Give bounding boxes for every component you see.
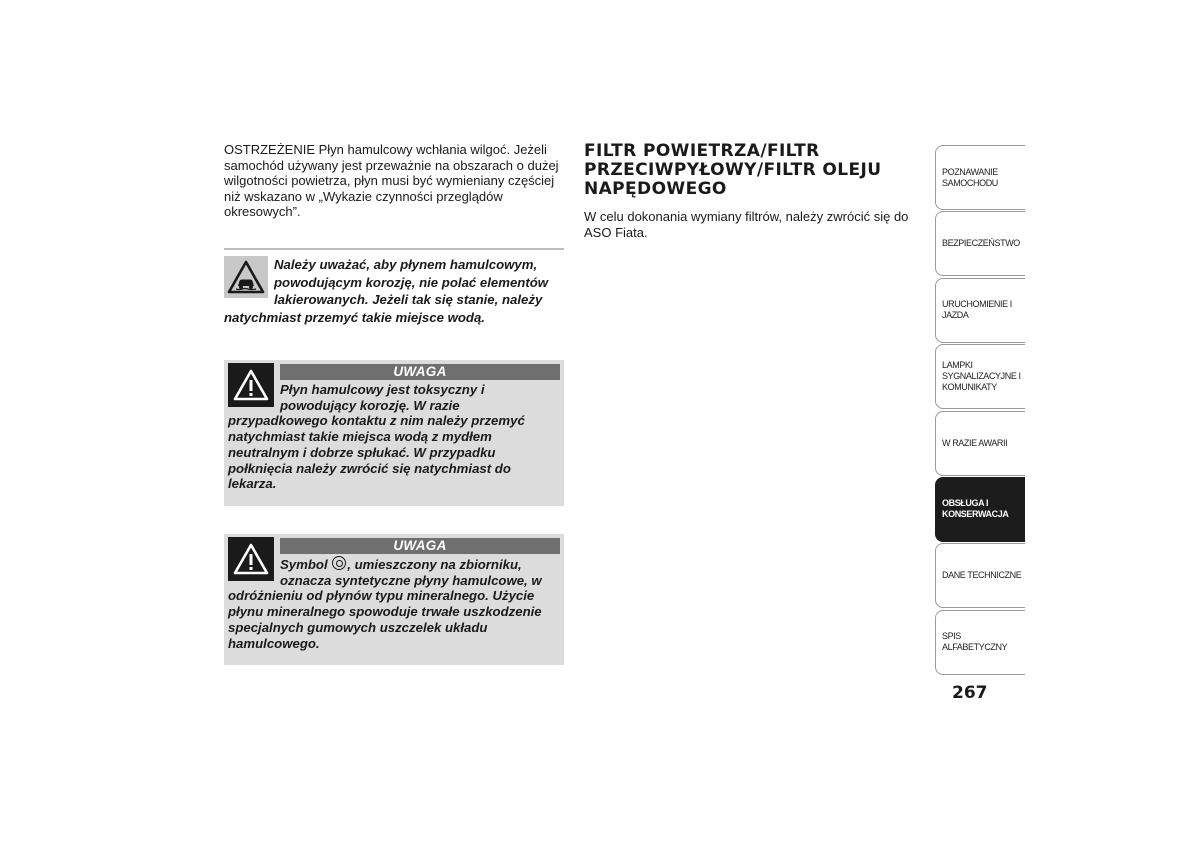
warning-text-end: , umieszczony na zbiorniku, oznacza syntetyczne płyny hamulcowe, w odróżnieniu od płynów typu mineralnego. Użycie płynu mineralnego spowoduje trwałe uszkodzenie specjalnych gumowych uszczelek układu hamulcowego.: [228, 557, 542, 651]
middle-column: [584, 142, 910, 241]
chapter-tabs: [935, 145, 1025, 676]
tab-uruchomienie-i-jazda[interactable]: [935, 278, 1025, 343]
tab-bezpieczenstwo[interactable]: [935, 211, 1025, 276]
tab-label: URUCHOMIENIE I JAZDA: [942, 299, 1012, 321]
left-column: [224, 142, 564, 220]
tab-obsluga-i-konserwacja[interactable]: [935, 477, 1025, 542]
tab-label: OBSŁUGA I KONSERWACJA: [942, 498, 1009, 520]
tab-label: POZNAWANIE SAMOCHODU: [942, 166, 998, 188]
section-heading: FILTR POWIETRZA/FILTR PRZECIWPYŁOWY/FILTR OLEJU NAPĘDOWEGO: [584, 141, 882, 199]
warning-triangle-icon: [228, 363, 274, 407]
tab-label: SPIS ALFABETYCZNY: [942, 631, 1008, 653]
tab-label: DANE TECHNICZNE: [942, 570, 1022, 581]
tab-w-razie-awarii[interactable]: [935, 411, 1025, 476]
environment-car-icon: [224, 256, 268, 298]
warning-box-symbol: [224, 534, 564, 665]
separator-line: [224, 248, 564, 250]
page-number: 267: [952, 683, 988, 703]
tab-label: W RAZIE AWARII: [942, 437, 1008, 448]
warning-header: UWAGA: [280, 364, 560, 380]
intro-paragraph: OSTRZEŻENIE Płyn hamulcowy wchłania wilgoć. Jeżeli samochód używany jest przeważnie na obszarach o dużej wilgotności powietrza, płyn musi być wymieniany częściej niż wskazano w „Wykazie czynności przeglądów okresowych”.: [224, 142, 559, 219]
section-body: W celu dokonania wymiany filtrów, należy zwrócić się do ASO Fiata.: [584, 209, 909, 240]
tab-label: BEZPIECZEŃSTWO: [942, 238, 1020, 249]
brake-fluid-symbol-icon: [332, 556, 346, 570]
warning-text-start: Symbol: [280, 557, 332, 572]
environment-note-text: Należy uważać, aby płynem hamulcowym, powodującym korozję, nie polać elementów lakierowanych. Jeżeli tak się stanie, należy natychmiast przemyć takie miejsce wodą.: [224, 257, 549, 325]
tab-dane-techniczne[interactable]: [935, 543, 1025, 608]
tab-label: LAMPKI SYGNALIZACYJNE I KOMUNIKATY: [942, 360, 1021, 393]
warning-text: Płyn hamulcowy jest toksyczny i powodujący korozję. W razie przypadkowego kontaktu z nim należy przemyć natychmiast takie miejsca wodą z mydłem neutralnym i dobrze spłukać. W przypadku połknięcia należy zwrócić się natychmiast do lekarza.: [228, 382, 525, 492]
environment-note: [224, 256, 564, 326]
warning-triangle-icon: [228, 537, 274, 581]
tab-poznawanie-samochodu[interactable]: [935, 145, 1025, 210]
warning-header: UWAGA: [280, 538, 560, 554]
warning-text: [228, 556, 560, 651]
warning-box-toxic: [224, 360, 564, 506]
tab-spis-alfabetyczny[interactable]: [935, 610, 1025, 675]
tab-lampki-sygnalizacyjne[interactable]: [935, 344, 1025, 409]
